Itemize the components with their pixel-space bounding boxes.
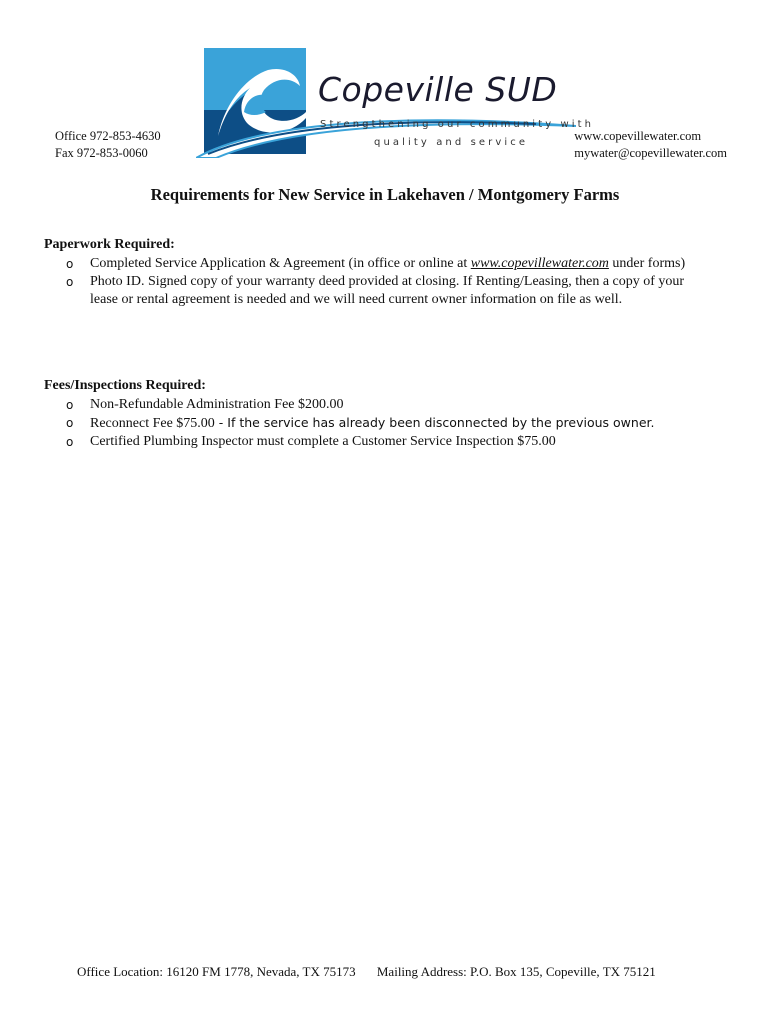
contact-left — [55, 128, 161, 162]
fees-list — [44, 396, 714, 451]
list-item — [44, 433, 714, 451]
fee-item2-note: - If the service has already been disconnected by the previous owner. — [214, 415, 655, 430]
logo — [196, 46, 595, 158]
email-link[interactable]: mywater@copevillewater.com — [574, 146, 727, 160]
website-link[interactable]: www.copevillewater.com — [574, 129, 702, 143]
website-link[interactable]: www.copevillewater.com — [470, 256, 609, 271]
fax-number: Fax 972-853-0060 — [55, 146, 148, 160]
bullet-icon: o — [66, 416, 74, 430]
bullet-icon: o — [66, 435, 74, 449]
fees-heading: Fees/Inspections Required: — [44, 378, 206, 393]
paperwork-item2-text: Photo ID. Signed copy of your warranty deed provided at closing. If Renting/Leasing, then a copy of your lease or rental agreement is needed and we will need current owner information on file as well. — [90, 274, 685, 307]
paperwork-list — [44, 255, 714, 309]
bullet-icon: o — [66, 398, 74, 412]
list-item — [44, 396, 714, 414]
fee-item3-text: Certified Plumbing Inspector must complete a Customer Service Inspection $75.00 — [90, 434, 556, 449]
document-title: Requirements for New Service in Lakehaven / Montgomery Farms — [150, 185, 620, 204]
paperwork-heading: Paperwork Required: — [44, 237, 175, 252]
list-item — [44, 414, 714, 433]
office-phone: Office 972-853-4630 — [55, 129, 161, 143]
paperwork-section — [44, 236, 714, 309]
paperwork-item1-text: Completed Service Application & Agreement (in office or online at — [90, 256, 471, 271]
tagline-line2: quality and service — [374, 137, 529, 148]
brand-name: Copeville SUD — [318, 70, 558, 109]
fee-item2-text: Reconnect Fee $75.00 — [90, 416, 215, 431]
swoosh-icon — [196, 104, 576, 158]
office-location: Office Location: 16120 FM 1778, Nevada, TX 75173 — [77, 964, 356, 979]
tagline-line1: Strengthening our community with — [320, 119, 595, 130]
bullet-icon: o — [66, 275, 74, 289]
list-item — [44, 273, 714, 309]
fee-item1-text: Non-Refundable Administration Fee $200.00 — [90, 397, 344, 412]
bullet-icon: o — [66, 257, 74, 271]
mailing-address: Mailing Address: P.O. Box 135, Copeville, TX 75121 — [376, 964, 656, 979]
contact-right — [574, 128, 727, 162]
footer — [77, 964, 656, 980]
paperwork-item1-suffix: under forms) — [608, 256, 686, 271]
fees-section — [44, 377, 714, 451]
list-item — [44, 255, 714, 273]
